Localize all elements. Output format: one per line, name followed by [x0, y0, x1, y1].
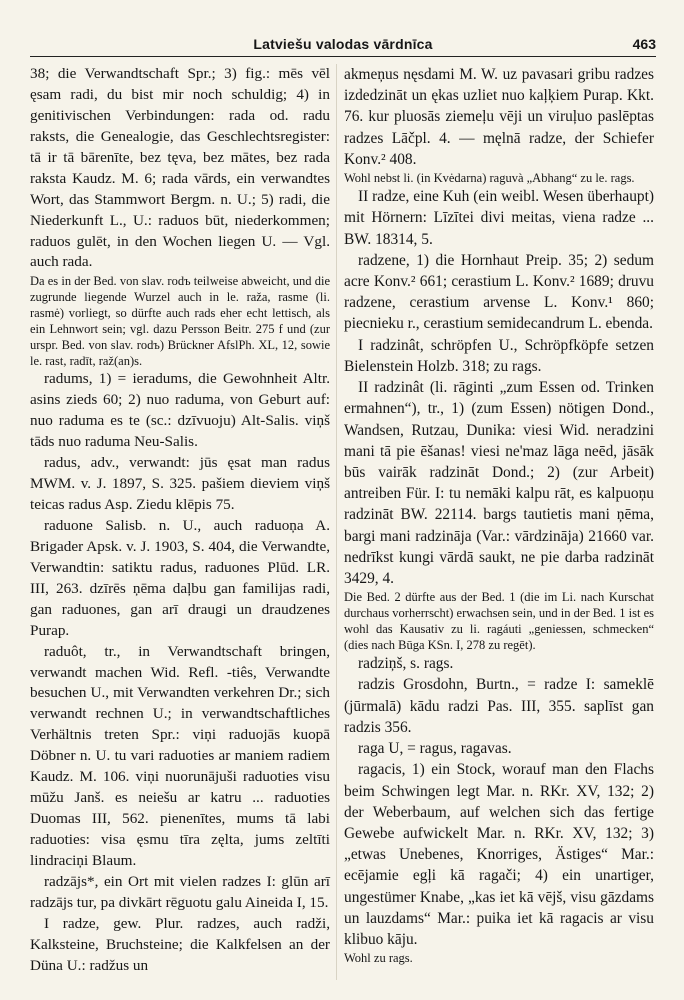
entry-radums: radums, 1) = ieradums, die Gewohnheit Altr. asins zieds 60; 2) nuo raduma, von Geburt auf: nuo raduma es te (sc.: dzīvuoju) Alt-Salis. viņš tāds nuo raduma Neu-Salis. [30, 370, 330, 451]
etymology-note-ragacis: Wohl zu rags. [344, 951, 413, 966]
entry-radzins: radziņš, s. rags. [358, 655, 454, 673]
entry-radzinat-i: I radzinât, schröpfen U., Schröpfköpfe setzen Bielenstein Holzb. 318; zu rags. [344, 336, 654, 375]
entry-raduot: raduôt, tr., in Verwandtschaft bringen, verwandt machen Wid. Refl. -tiês, Verwandte besuchen U., mit Verwandten verkehren Dr.; sich verwandt rechnen U.; in verwandtschaftliches Verhältnis treten Spr.: viņi raduojās kuopā Döbner n. U. tu vari raduoties ar maniem radiem Kaudz. M. 106. viņi nuorunājuši raduoties visu mūžu Janš. es neiešu ar katru ... raduoties Duomas III, 562. pienenītes, mums tā labi raduoties: visa ęsmu tīra zęlta, jums zeltīti lindraciņi Blaum. [30, 642, 330, 869]
entry-rads-continued: 38; die Verwandtschaft Spr.; 3) fig.: mēs vēl ęsam radi, du bist mir noch schuldig; 4) in genitivischen Verbindungen: rada od. radu raksts, die Genealogie, das Geschlechtsregister: tā ir tā bārenīte, bez tęva, bez mātes, bez rada raksta Kaudz. M. 6; rada vārds, ein verwandtes Wort, das Stammwort Bergm. n. U.; 5) radi, die Niederkunft L., U.: raduos būt, niederkommen; raduos gulēt, in den Wochen liegen U. — Vgl. auch rada. [30, 65, 330, 271]
etymology-note-radze: Wohl nebst li. (in Kvėdarna) raguvà „Abhang“ zu le. rags. [344, 171, 635, 186]
entry-radzis: radzis Grosdohn, Burtn., = radze I: sameklē (jūrmalā) kādu radzi Pas. III, 355. saplīst gan radzis 356. [344, 676, 654, 736]
etymology-note-radzinat: Die Bed. 2 dürfte aus der Bed. 1 (die im Li. nach Kurschat durchaus vorherrscht) erwachsen sein, und in der Bed. 1 ist es wohl das Kausativ zu li. ragáuti „geniessen, schmecken“ (dies nach Būga KSn. I, 278 zu regēt). [344, 590, 654, 653]
column-divider [336, 64, 337, 980]
entry-radze-i-continued: akmeņus nęsdami M. W. uz pavasari gribu radzes izdedzināt un ękas uzliet nuo kaļķiem Purap. Kkt. 76. kur pluosās ziemeļu vēji un viruļuo paslēptas radzes Lāčpl. 4. — męlnā radze, der Schiefer Konv.² 408. [344, 66, 654, 168]
page-number: 463 [632, 36, 656, 52]
entry-radzajs: radzājs*, ein Ort mit vielen radzes I: glūn arī radzājs tur, pa divkārt rēguotu galu Aineida I, 15. [30, 872, 330, 911]
left-column [30, 64, 330, 977]
etymology-note-rads: Da es in der Bed. von slav. rodъ teilweise abweicht, und die zugrunde liegende Wurzel auch in le. raža, rasme (li. rasmė) vorliegt, so dürfte auch rads eher echt lettisch, als ein Lehnwort sein; vgl. dazu Persson Beitr. 275 f und (zur urspr. Bed. von slav. rodъ) Brückner AfslPh. XL, 12, sowie le. rast, radīt, raž(an)s. [30, 274, 330, 369]
page-title: Latviešu valodas vārdnīca [253, 36, 433, 52]
page-header [30, 30, 656, 57]
right-column [344, 64, 654, 966]
entry-radze-ii: II radze, eine Kuh (ein weibl. Wesen überhaupt) mit Hörnern: Līzītei divi meitas, viena radze ... BW. 18314, 5. [344, 188, 654, 248]
entry-raga: raga U, = ragus, ragavas. [358, 740, 512, 758]
entry-raduone: raduone Salisb. n. U., auch raduoņa A. Brigader Apsk. v. J. 1903, S. 404, die Verwandte, Verwandtin: satiktu radus, raduones Plūd. LR. III, 263. dzīrēs ņēma daļbu gan familijas radi, gan raduones, gan arī draugi un draudzenes Purap. [30, 516, 330, 639]
entry-ragacis: ragacis, 1) ein Stock, worauf man den Flachs beim Schwingen legt Mar. n. RKr. XV, 132; 2) der Weberbaum, auf welchen sich das fertige Gewebe aufwickelt Mar. n. RKr. XV, 132; 3) „etwas Unebenes, Knorriges, Ästiges“ Mar.: ecējamie egļi kā ragači; 4) ein unartiger, ungestümer Knabe, „kas iet kā vējš, visu gāzdams un lauzdams“ Mar.: puika iet kā ragacis ar visu klibuo kāju. [344, 761, 654, 949]
entry-radze-i: I radze, gew. Plur. radzes, auch radži, Kalksteine, Bruchsteine; die Kalkfelsen an der Düna U.: radžus un [30, 914, 330, 974]
entry-radus: radus, adv., verwandt: jūs ęsat man radus MWM. v. J. 1897, S. 325. pašiem dieviem viņš teicas radus Asp. Ziedu klēpis 75. [30, 454, 330, 513]
entry-radzene: radzene, 1) die Hornhaut Preip. 35; 2) sedum acre Konv.² 661; cerastium L. Konv.² 1689; druvu radzene, cerastium arvense L. Konv.¹ 860; piecnieku r., cerastium semidecandrum L. ebenda. [344, 251, 654, 333]
entry-radzinat-ii: II radzinât (li. rāginti „zum Essen od. Trinken ermahnen“), tr., 1) (zum Essen) nötigen Dond., Wandsen, Rutzau, Dunika: viesi Wid. neradzini mani tā pie ēšanas! viesi ne'maz lāga neēd, jāsāk būs vairāk radzināt Dond.; 2) (zur Arbeit) antreiben Für. I: tu nemāki kalpu rāt, es kalpuoņu radzināt BW. 22114. bargs tautietis mani ņēma, bargi mani radzināja (Var.: vārdzināja) 21660 var. nedrīkst kungi vārdā saukt, ne pie darba radzināt 3429, 4. [344, 379, 654, 588]
